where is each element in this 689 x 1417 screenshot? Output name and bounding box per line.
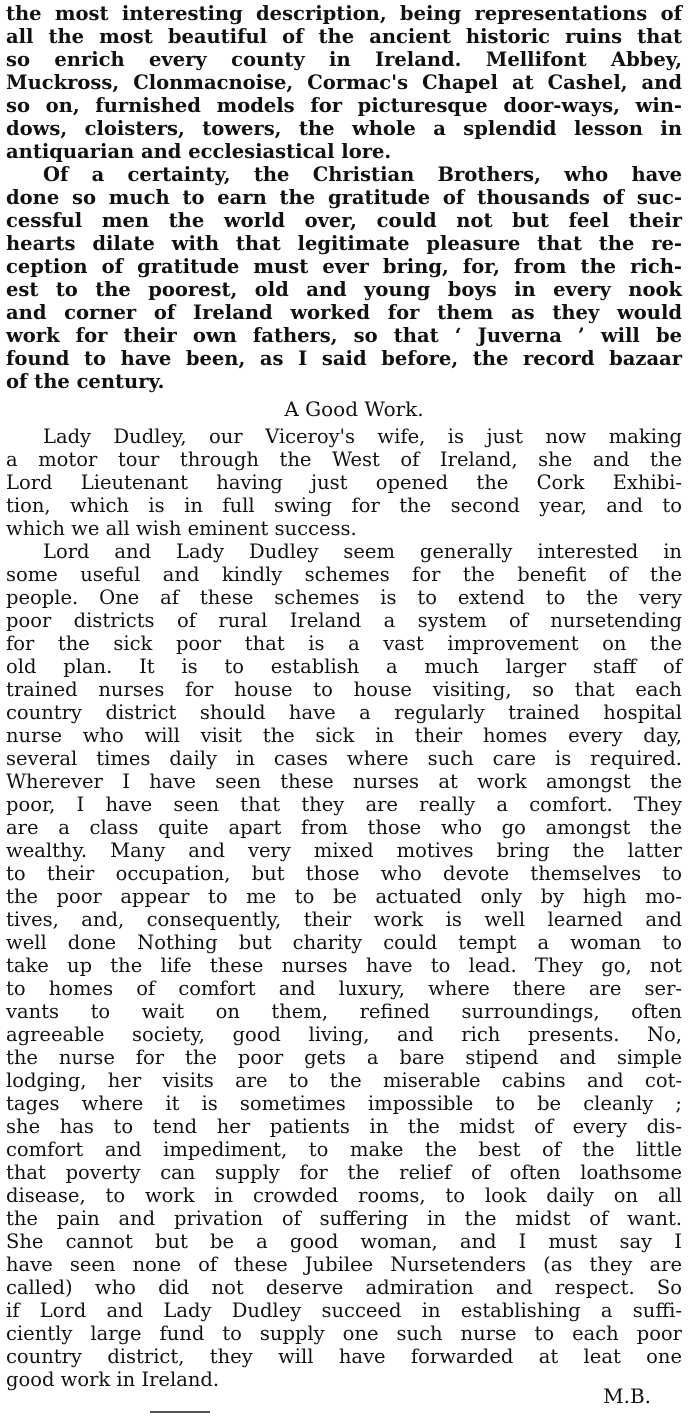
text-line: have seen none of these Jubilee Nursetenders (as they are <box>6 1253 682 1276</box>
text-line: that poverty can supply for the relief of often loathsome <box>6 1161 682 1184</box>
text-line: Lord and Lady Dudley seem generally interested in <box>43 540 682 563</box>
text-line: lodging, her visits are to the miserable cabins and cot- <box>6 1069 682 1092</box>
article-column <box>6 2 682 1391</box>
intro-paragraph <box>6 2 682 163</box>
text-line: agreeable society, good living, and rich presents. No, <box>6 1023 682 1046</box>
text-line: a motor tour through the West of Ireland, she and the <box>6 448 682 471</box>
text-line: She cannot but be a good woman, and I must say I <box>6 1230 682 1253</box>
text-line: well done Nothing but charity could tempt a woman to <box>6 931 682 954</box>
text-line: tages where it is sometimes impossible to be cleanly ; <box>6 1092 682 1115</box>
text-line: so enrich every county in Ireland. Mellifont Abbey, <box>6 48 682 71</box>
text-line: which we all wish eminent success. <box>6 517 357 540</box>
text-line: of the century. <box>6 370 165 393</box>
text-line: poor districts of rural Ireland a system of nursetending <box>6 609 682 632</box>
text-line: tion, which is in full swing for the second year, and to <box>6 494 682 517</box>
text-line: are a class quite apart from those who go amongst the <box>6 816 682 839</box>
text-line: to their occupation, but those who devote themselves to <box>6 862 682 885</box>
text-line: ciently large fund to supply one such nurse to each poor <box>6 1322 682 1345</box>
text-line: the pain and privation of suffering in the midst of want. <box>6 1207 682 1230</box>
text-line: Lord Lieutenant having just opened the Cork Exhibi- <box>6 471 682 494</box>
text-line: country district should have a regularly trained hospital <box>6 701 682 724</box>
text-line: disease, to work in crowded rooms, to look daily on all <box>6 1184 682 1207</box>
text-line: Muckross, Clonmacnoise, Cormac's Chapel at Cashel, and <box>6 71 682 94</box>
text-line: she has to tend her patients in the midst of every dis- <box>6 1115 682 1138</box>
divider-rule <box>150 1411 210 1413</box>
text-line: est to the poorest, old and young boys in every nook <box>6 278 682 301</box>
text-line: antiquarian and ecclesiastical lore. <box>6 140 392 163</box>
text-line: cessful men the world over, could not but feel their <box>6 209 682 232</box>
text-line: take up the life these nurses have to lead. They go, not <box>6 954 682 977</box>
section-heading: A Good Work. <box>284 397 424 421</box>
text-line: to homes of comfort and luxury, where there are ser- <box>6 977 682 1000</box>
text-line: done so much to earn the gratitude of thousands of suc- <box>6 186 682 209</box>
text-line: Of a certainty, the Christian Brothers, who have <box>43 163 682 186</box>
text-line: found to have been, as I said before, the record bazaar <box>6 347 682 370</box>
text-line: the most interesting description, being representations of <box>6 2 682 25</box>
text-line: work for their own fathers, so that ‘ Juverna ’ will be <box>6 324 682 347</box>
text-line: so on, furnished models for picturesque door-ways, win- <box>6 94 682 117</box>
text-line: Lady Dudley, our Viceroy's wife, is just now making <box>43 425 682 448</box>
text-line: ception of gratitude must ever bring, for, from the rich- <box>6 255 682 278</box>
text-line: some useful and kindly schemes for the benefit of the <box>6 563 682 586</box>
text-line: nurse who will visit the sick in their homes every day, <box>6 724 682 747</box>
text-line: the poor appear to me to be actuated only by high mo- <box>6 885 682 908</box>
text-line: the nurse for the poor gets a bare stipend and simple <box>6 1046 682 1069</box>
dudley-paragraph <box>6 425 682 540</box>
author-signature: M.B. <box>603 1384 651 1408</box>
text-line: country district, they will have forwarded at leat one <box>6 1345 682 1368</box>
text-line: if Lord and Lady Dudley succeed in establishing a suffi- <box>6 1299 682 1322</box>
text-line: vants to wait on them, refined surroundings, often <box>6 1000 682 1023</box>
text-line: called) who did not deserve admiration and respect. So <box>6 1276 682 1299</box>
text-line: hearts dilate with that legitimate pleasure that the re- <box>6 232 682 255</box>
text-line: people. One af these schemes is to extend to the very <box>6 586 682 609</box>
text-line: Wherever I have seen these nurses at work amongst the <box>6 770 682 793</box>
text-line: for the sick poor that is a vast improvement on the <box>6 632 682 655</box>
text-line: wealthy. Many and very mixed motives bring the latter <box>6 839 682 862</box>
text-line: all the most beautiful of the ancient historic ruins that <box>6 25 682 48</box>
nurses-paragraph <box>6 540 682 1391</box>
text-line: poor, I have seen that they are really a comfort. They <box>6 793 682 816</box>
text-line: several times daily in cases where such care is required. <box>6 747 682 770</box>
brothers-paragraph <box>6 163 682 393</box>
text-line: dows, cloisters, towers, the whole a splendid lesson in <box>6 117 682 140</box>
text-line: old plan. It is to establish a much larger staff of <box>6 655 682 678</box>
text-line: tives, and, consequently, their work is well learned and <box>6 908 682 931</box>
text-line: trained nurses for house to house visiting, so that each <box>6 678 682 701</box>
text-line: comfort and impediment, to make the best of the little <box>6 1138 682 1161</box>
text-line: good work in Ireland. <box>6 1368 220 1391</box>
text-line: and corner of Ireland worked for them as they would <box>6 301 682 324</box>
